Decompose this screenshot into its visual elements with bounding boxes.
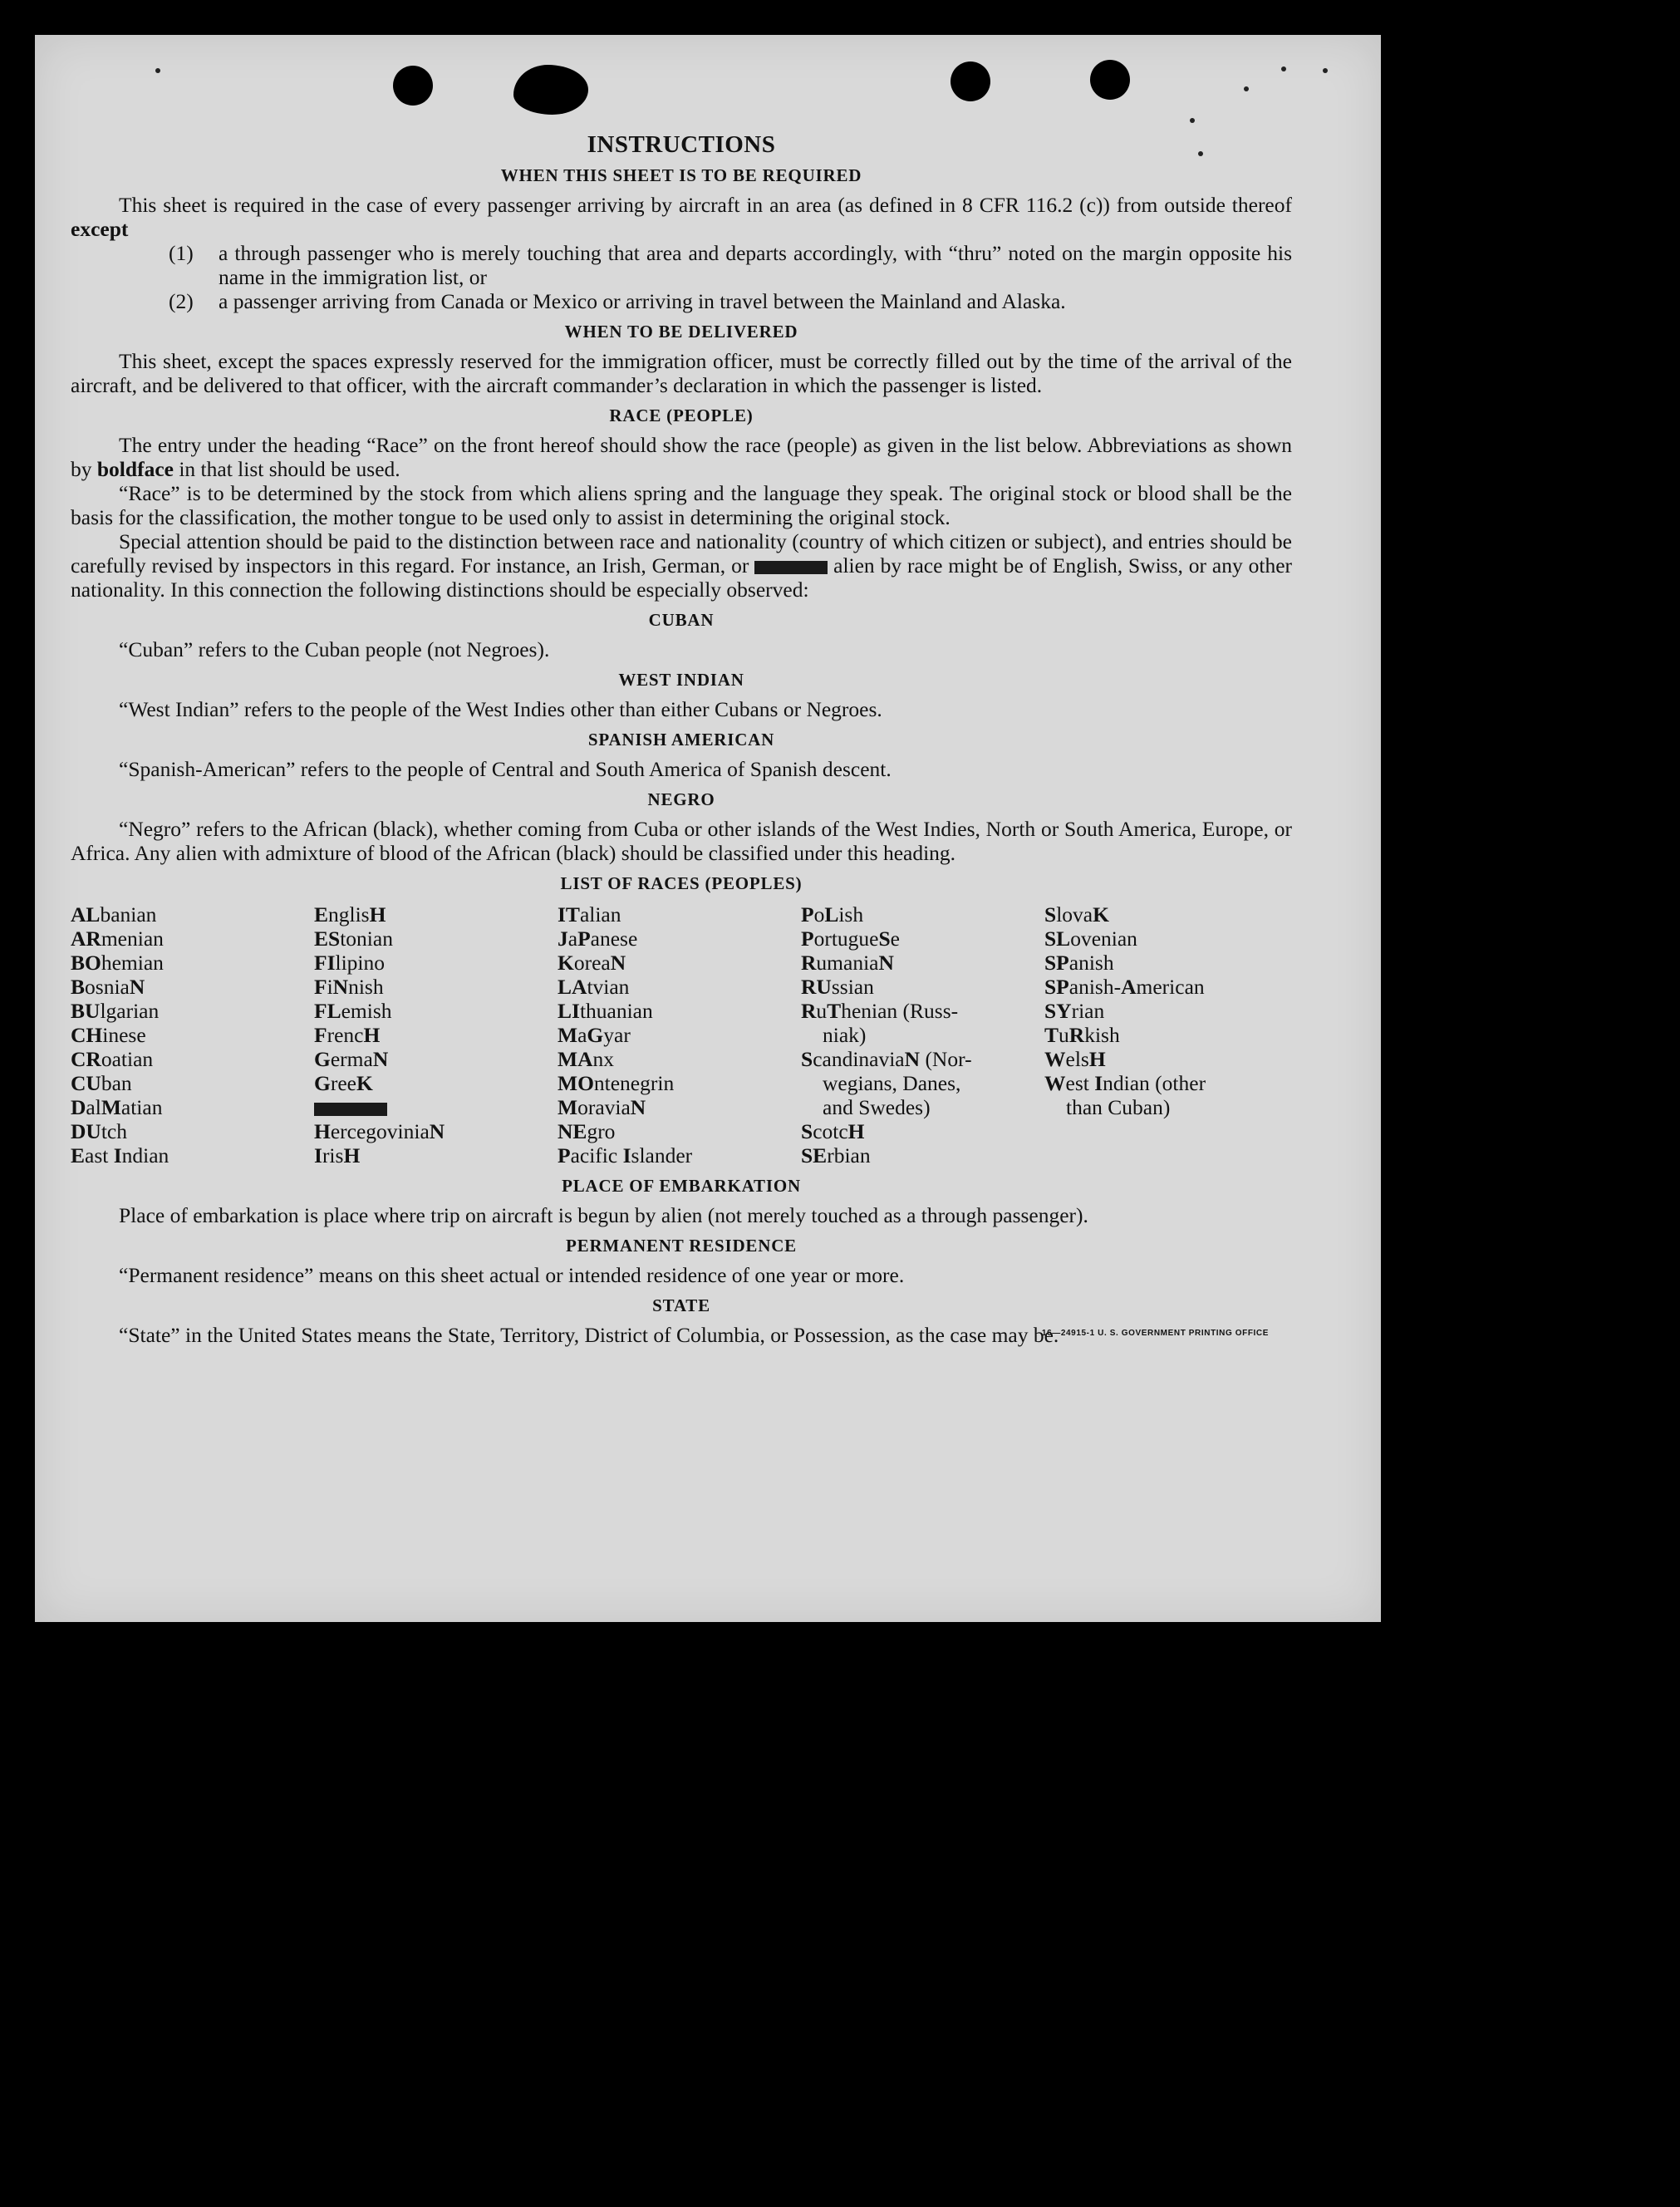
- section-heading: WHEN THIS SHEET IS TO BE REQUIRED: [500, 165, 862, 185]
- speck: [155, 68, 160, 73]
- race-column: [801, 902, 1044, 1167]
- race-entry: West Indian (other: [1044, 1071, 1206, 1095]
- race-entry: JaPanese: [558, 927, 638, 951]
- race-entry: TuRkish: [1044, 1023, 1120, 1047]
- race-entry: GermaN: [314, 1047, 389, 1071]
- document-body: [71, 133, 1292, 1347]
- race-entry: LAtvian: [558, 975, 630, 999]
- paragraph: “West Indian” refers to the people of the West Indies other than either Cubans or Negroes.: [119, 697, 882, 721]
- race-entry: CRoatian: [71, 1047, 154, 1071]
- race-entry: NEgro: [558, 1119, 616, 1143]
- race-entry: EStonian: [314, 927, 393, 951]
- race-entry: SErbian: [801, 1143, 871, 1167]
- document-sheet: [35, 35, 1381, 1622]
- race-column: [314, 902, 558, 1167]
- race-column: [1044, 902, 1292, 1167]
- paragraph: “Race” is to be determined by the stock from which aliens spring and the language they speak. The original stock or blood shall be the basis for the classification, the mother tongue to be used only to assist in determining the original stock.: [71, 481, 1292, 529]
- section-heading: PLACE OF EMBARKATION: [562, 1176, 801, 1196]
- redacted-entry: [314, 1103, 387, 1116]
- race-entry: ITalian: [558, 902, 621, 927]
- section-heading: LIST OF RACES (PEOPLES): [560, 873, 803, 893]
- race-entry: KoreaN: [558, 951, 626, 975]
- race-entry: East Indian: [71, 1143, 169, 1167]
- race-entry: ScotcH: [801, 1119, 865, 1143]
- redacted-word: [754, 561, 828, 574]
- section-heading: STATE: [652, 1295, 710, 1315]
- race-entry: SlovaK: [1044, 902, 1109, 927]
- punch-hole: [951, 61, 990, 101]
- race-entry: BOhemian: [71, 951, 164, 975]
- race-entry: wegians, Danes,: [823, 1071, 961, 1095]
- race-entry: niak): [823, 1023, 867, 1047]
- speck: [1244, 86, 1249, 91]
- race-entry: FrencH: [314, 1023, 381, 1047]
- race-entry: CHinese: [71, 1023, 146, 1047]
- race-entry: MoraviaN: [558, 1095, 646, 1119]
- race-entry: SPanish: [1044, 951, 1114, 975]
- paragraph: This sheet, except the spaces expressly reserved for the immigration officer, must be correctly filled out by the time of the arrival of the aircraft, and be delivered to that officer, with the aircraft commander’s declaration in which the passenger is listed.: [71, 349, 1292, 397]
- race-entry: FiNnish: [314, 975, 384, 999]
- race-entry: IrisH: [314, 1143, 361, 1167]
- paragraph: “Spanish-American” refers to the people of Central and South America of Spanish descent.: [119, 757, 892, 781]
- punch-hole: [393, 66, 433, 106]
- speck: [1281, 66, 1286, 71]
- race-entry: SPanish-American: [1044, 975, 1205, 999]
- race-entry: CUban: [71, 1071, 132, 1095]
- paragraph: Place of embarkation is place where trip on aircraft is begun by alien (not merely touched as a through passenger).: [119, 1203, 1088, 1227]
- footer-row: [71, 1323, 1292, 1347]
- section-heading: RACE (PEOPLE): [609, 406, 754, 425]
- list-item: (2) a passenger arriving from Canada or Mexico or arriving in travel between the Mainland and Alaska.: [169, 289, 1066, 313]
- section-heading: CUBAN: [648, 610, 715, 630]
- punch-hole: [1090, 60, 1130, 100]
- race-entry: DalMatian: [71, 1095, 163, 1119]
- paragraph: “Cuban” refers to the Cuban people (not Negroes).: [119, 637, 550, 661]
- race-entry: GreeK: [314, 1071, 373, 1095]
- list-item: (1) a through passenger who is merely touching that area and departs accordingly, with “thru” noted on the margin opposite his name in the immigration list, or: [169, 241, 1292, 289]
- race-entry: Pacific Islander: [558, 1143, 693, 1167]
- race-entry: MaGyar: [558, 1023, 631, 1047]
- race-column: [71, 902, 314, 1167]
- section-heading: SPANISH AMERICAN: [587, 730, 775, 750]
- race-entry: LIthuanian: [558, 999, 653, 1023]
- speck: [1190, 118, 1195, 123]
- race-entry: MOntenegrin: [558, 1071, 675, 1095]
- section-heading: PERMANENT RESIDENCE: [566, 1236, 797, 1256]
- race-entry: ARmenian: [71, 927, 164, 951]
- race-entry: MAnx: [558, 1047, 614, 1071]
- paragraph: “Permanent residence” means on this sheet actual or intended residence of one year or more.: [119, 1263, 905, 1287]
- race-entry: DUtch: [71, 1119, 127, 1143]
- race-entry: BUlgarian: [71, 999, 160, 1023]
- race-entry: and Swedes): [823, 1095, 931, 1119]
- race-entry: BosniaN: [71, 975, 145, 999]
- race-entry: HercegoviniaN: [314, 1119, 445, 1143]
- printer-imprint: 16—24915-1 U. S. GOVERNMENT PRINTING OFFICE: [1041, 1329, 1269, 1338]
- race-list: [71, 902, 1292, 1167]
- race-entry: EnglisH: [314, 902, 386, 927]
- race-entry: PortugueSe: [801, 927, 900, 951]
- race-entry: PoLish: [801, 902, 864, 927]
- page-title: INSTRUCTIONS: [587, 131, 776, 158]
- race-entry: FIlipino: [314, 951, 386, 975]
- race-entry: ScandinaviaN (Nor-: [801, 1047, 972, 1071]
- section-heading: NEGRO: [647, 789, 715, 809]
- race-column: [558, 902, 801, 1167]
- paragraph: “State” in the United States means the State, Territory, District of Columbia, or Possession, as the case may be.: [119, 1323, 1059, 1347]
- section-heading: WEST INDIAN: [618, 670, 744, 690]
- race-entry: SLovenian: [1044, 927, 1137, 951]
- race-entry: WelsH: [1044, 1047, 1106, 1071]
- race-entry: RumaniaN: [801, 951, 894, 975]
- race-entry: FLemish: [314, 999, 392, 1023]
- race-entry: SYrian: [1044, 999, 1105, 1023]
- speck: [1323, 68, 1328, 73]
- race-entry: than Cuban): [1066, 1095, 1171, 1119]
- race-entry: RuThenian (Russ-: [801, 999, 959, 1023]
- torn-punch-hole: [513, 65, 588, 115]
- paragraph: This sheet is required in the case of every passenger arriving by aircraft in an area (as defined in 8 CFR 116.2 (c)) from outside thereof except: [71, 193, 1292, 241]
- paragraph: Special attention should be paid to the distinction between race and nationality (country of which citizen or subject), and entries should be carefully revised by inspectors in this regard. For instance, an Irish, German, or alien by race might be of English, Swiss, or any other nationality. In this connection the following distinctions should be especially observed:: [71, 529, 1293, 602]
- race-entry: ALbanian: [71, 902, 157, 927]
- paragraph: The entry under the heading “Race” on the front hereof should show the race (people) as given in the list below. Abbreviations as shown by boldface in that list should be used.: [71, 433, 1292, 481]
- section-heading: WHEN TO BE DELIVERED: [564, 322, 798, 342]
- paragraph: “Negro” refers to the African (black), whether coming from Cuba or other islands of the West Indies, North or South America, Europe, or Africa. Any alien with admixture of blood of the African (black) should be classified under this heading.: [71, 817, 1292, 865]
- race-entry: RUssian: [801, 975, 874, 999]
- race-entry: [314, 1095, 558, 1119]
